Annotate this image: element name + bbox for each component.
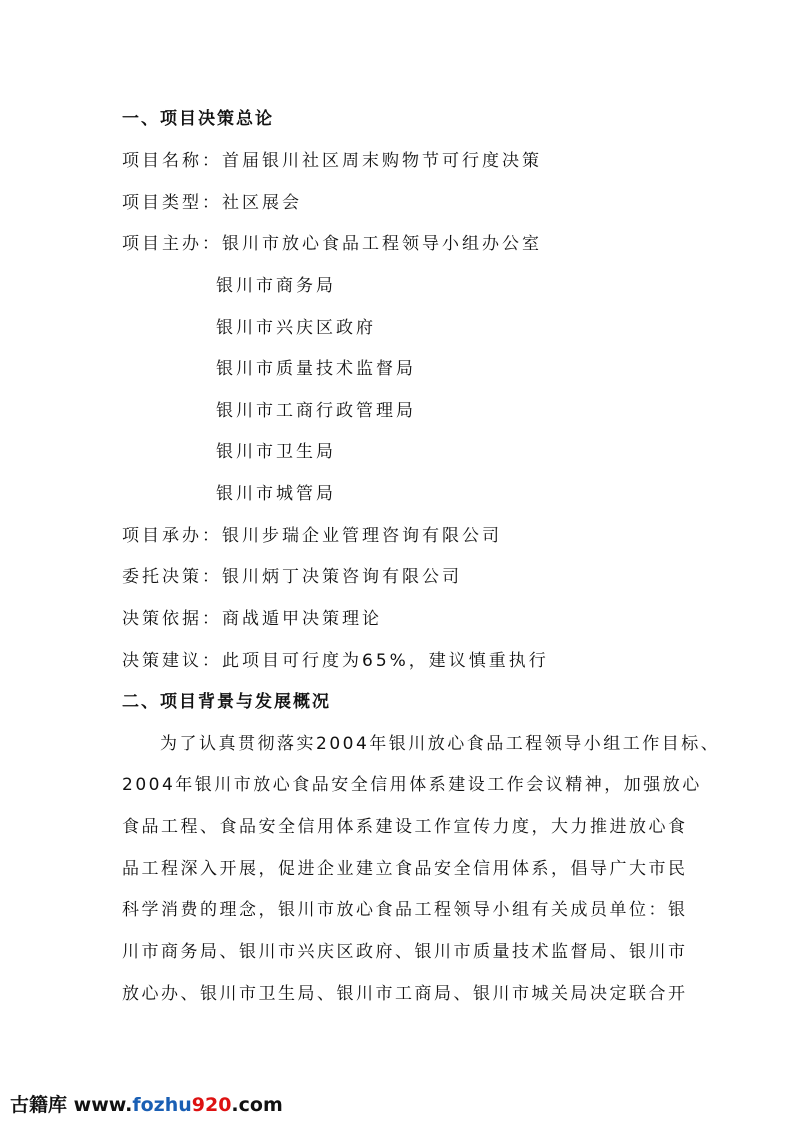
watermark-com: .com [231, 1094, 283, 1116]
host-org: 银川市兴庆区政府 [216, 318, 376, 338]
paragraph-line: 为了认真贯彻落实2004年银川放心食品工程领导小组工作目标、 [160, 734, 721, 754]
host-org: 银川市城管局 [216, 484, 336, 504]
watermark-cn: 古籍库 [10, 1094, 68, 1116]
paragraph-line: 放心办、银川市卫生局、银川市工商局、银川市城关局决定联合开 [122, 984, 688, 1004]
project-host: 项目主办：银川市放心食品工程领导小组办公室 [122, 234, 542, 254]
project-name: 项目名称：首届银川社区周末购物节可行度决策 [122, 151, 542, 171]
site-watermark [10, 1090, 283, 1117]
paragraph-line: 2004年银川市放心食品安全信用体系建设工作会议精神，加强放心 [122, 775, 702, 795]
watermark-www: www. [73, 1094, 133, 1116]
host-org: 银川市卫生局 [216, 442, 336, 462]
commissioned-decision: 委托决策：银川炳丁决策咨询有限公司 [122, 567, 462, 587]
section1-heading: 一、项目决策总论 [122, 109, 274, 129]
decision-suggestion: 决策建议：此项目可行度为65%，建议慎重执行 [122, 651, 549, 671]
decision-basis: 决策依据：商战遁甲决策理论 [122, 609, 382, 629]
section2-heading: 二、项目背景与发展概况 [122, 692, 331, 712]
project-type: 项目类型：社区展会 [122, 193, 302, 213]
paragraph-line: 食品工程、食品安全信用体系建设工作宣传力度，大力推进放心食 [122, 817, 688, 837]
paragraph-line: 科学消费的理念，银川市放心食品工程领导小组有关成员单位：银 [122, 900, 688, 920]
host-org: 银川市质量技术监督局 [216, 359, 416, 379]
paragraph-line: 品工程深入开展，促进企业建立食品安全信用体系，倡导广大市民 [122, 859, 688, 879]
watermark-fozhu: fozhu [132, 1094, 192, 1116]
watermark-num: 920 [191, 1094, 232, 1116]
project-undertaker: 项目承办：银川步瑞企业管理咨询有限公司 [122, 526, 502, 546]
host-org: 银川市商务局 [216, 276, 336, 296]
host-org: 银川市工商行政管理局 [216, 401, 416, 421]
paragraph-line: 川市商务局、银川市兴庆区政府、银川市质量技术监督局、银川市 [122, 942, 688, 962]
